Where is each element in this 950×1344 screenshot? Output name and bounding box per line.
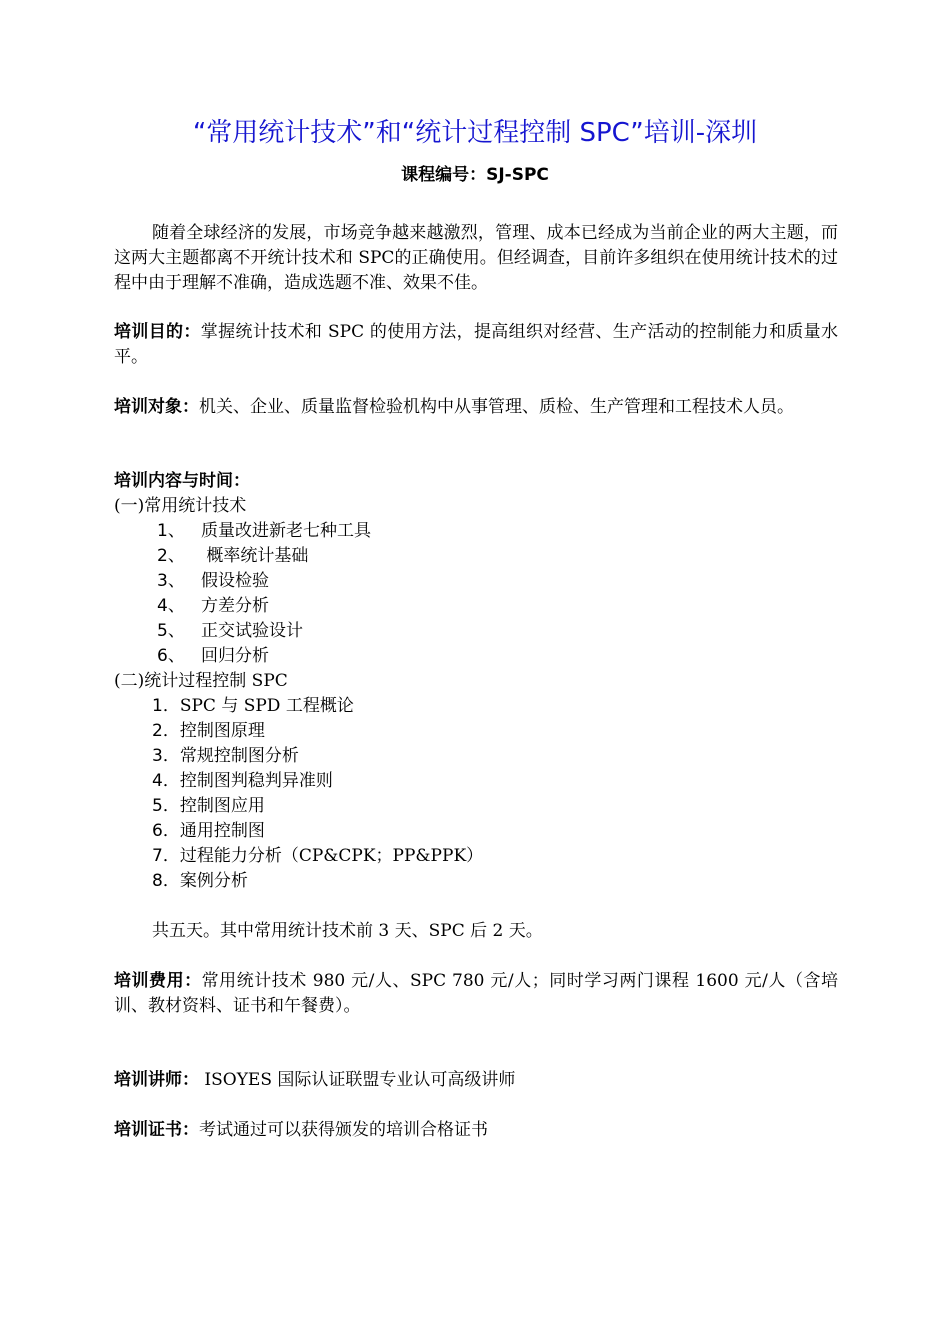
item-number: 1．: [152, 696, 180, 716]
list-item: [152, 719, 265, 744]
item-number: 8．: [152, 871, 180, 891]
item-text: 回归分析: [201, 646, 269, 666]
instructor-label: 培训讲师：: [114, 1070, 199, 1090]
item-text: 方差分析: [201, 596, 269, 616]
list-item: [157, 569, 269, 594]
objective-paragraph: [114, 320, 838, 370]
item-number: 3、: [157, 571, 185, 591]
objective-text: 掌握统计技术和 SPC 的使用方法，提高组织对经营、生产活动的控制能力和质量水平。: [114, 322, 838, 367]
item-number: 5、: [157, 621, 185, 641]
item-text: 过程能力分析（CP&CPK；PP&PPK）: [179, 846, 484, 866]
duration-text: 共五天。其中常用统计技术前 3 天、SPC 后 2 天。: [152, 921, 543, 941]
item-number: 2．: [152, 721, 180, 741]
list-item: [152, 769, 333, 794]
fee-label: 培训费用：: [114, 971, 202, 991]
item-number: 5．: [152, 796, 180, 816]
audience-text: 机关、企业、质量监督检验机构中从事管理、质检、生产管理和工程技术人员。: [199, 397, 794, 417]
content-label: [114, 469, 250, 494]
list-item: [152, 869, 248, 894]
item-number: 4、: [157, 596, 185, 616]
item-text: SPC 与 SPD 工程概论: [179, 696, 354, 716]
audience-paragraph: [114, 395, 838, 420]
certificate-text: 考试通过可以获得颁发的培训合格证书: [199, 1120, 488, 1140]
document-title: “常用统计技术”和“统计过程控制 SPC”培训-深圳: [192, 118, 758, 148]
item-number: 1、: [157, 521, 185, 541]
item-number: 4．: [152, 771, 180, 791]
item-text: 通用控制图: [179, 821, 265, 841]
content-label-text: 培训内容与时间：: [114, 471, 250, 491]
list-item: [152, 744, 299, 769]
audience-label: 培训对象：: [114, 397, 199, 417]
item-text: 案例分析: [179, 871, 248, 891]
fee-text: 常用统计技术 980 元/人、SPC 780 元/人；同时学习两门课程 1600 元/人（含培训、教材资料、证书和午餐费）。: [114, 971, 839, 1016]
item-text: 概率统计基础: [201, 546, 309, 566]
item-number: 7．: [152, 846, 180, 866]
item-text: 假设检验: [201, 571, 269, 591]
item-text: 质量改进新老七种工具: [201, 521, 371, 541]
section1-heading: (一)常用统计技术: [114, 496, 247, 516]
item-number: 2、: [157, 546, 185, 566]
intro-paragraph: 随着全球经济的发展，市场竞争越来越激烈，管理、成本已经成为当前企业的两大主题，而这两大主题都离不开统计技术和 SPC的正确使用。但经调查，目前许多组织在使用统计技术的过程中由于理解不准确，造成选题不准、效果不佳。: [114, 223, 838, 293]
item-number: 6．: [152, 821, 180, 841]
item-text: 控制图应用: [179, 796, 265, 816]
item-text: 控制图判稳判异准则: [179, 771, 333, 791]
list-item: [152, 794, 265, 819]
objective-label: 培训目的：: [114, 322, 201, 342]
item-number: 3．: [152, 746, 180, 766]
list-item: [152, 694, 354, 719]
item-text: 常规控制图分析: [179, 746, 299, 766]
list-item: [157, 544, 308, 569]
fee-paragraph: [114, 969, 838, 1019]
item-text: 控制图原理: [179, 721, 265, 741]
list-item: [152, 844, 483, 869]
section2-heading: (二)统计过程控制 SPC: [114, 671, 288, 691]
instructor-line: [114, 1068, 515, 1093]
list-item: [157, 644, 269, 669]
list-item: [157, 519, 371, 544]
list-item: [152, 819, 265, 844]
instructor-text: ISOYES 国际认证联盟专业认可高级讲师: [199, 1070, 516, 1090]
certificate-label: 培训证书：: [114, 1120, 199, 1140]
item-number: 6、: [157, 646, 185, 666]
certificate-line: [114, 1118, 488, 1143]
course-code: 课程编号：SJ-SPC: [401, 165, 549, 185]
list-item: [157, 619, 303, 644]
list-item: [157, 594, 269, 619]
item-text: 正交试验设计: [201, 621, 303, 641]
